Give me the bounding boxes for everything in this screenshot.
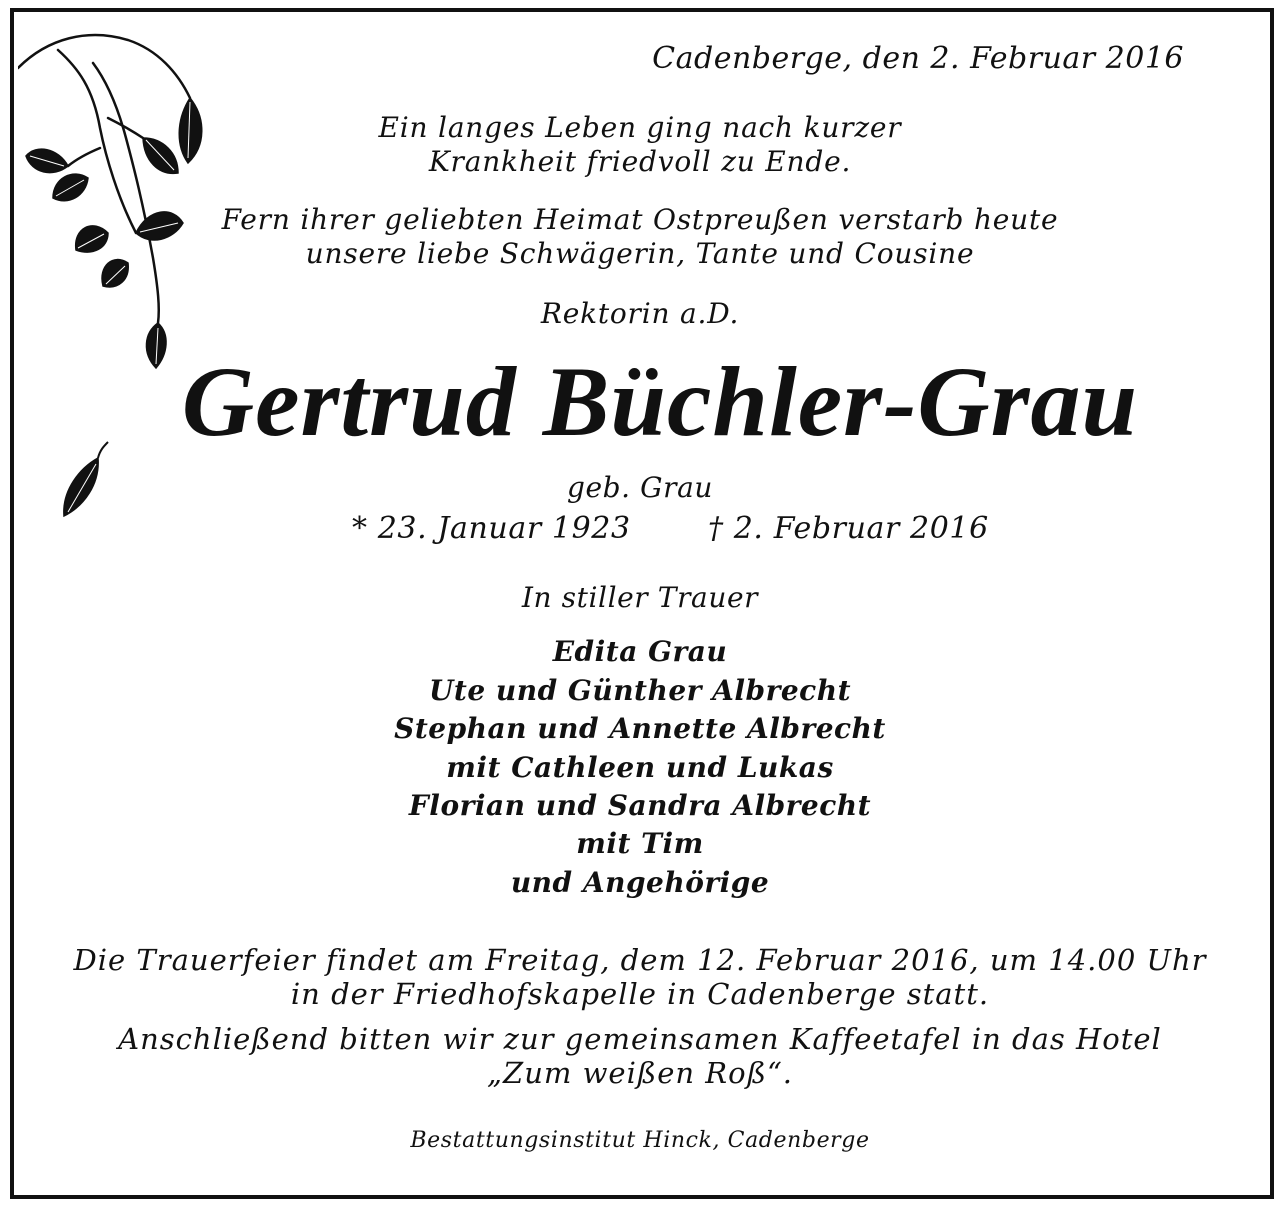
- place-date: Cadenberge, den 2. Februar 2016: [652, 41, 1184, 76]
- relation-line-2: unsere liebe Schwägerin, Tante und Cousine: [305, 237, 975, 270]
- maiden-name: geb. Grau: [566, 471, 714, 504]
- mourner-5: Florian und Sandra Albrecht: [408, 789, 872, 822]
- undertaker-note: Bestattungsinstitut Hinck, Cadenberge: [410, 1128, 870, 1153]
- death-date: † 2. Februar 2016: [708, 511, 989, 546]
- mourner-4: mit Cathleen und Lukas: [446, 751, 834, 784]
- profession-title: Rektorin a.D.: [540, 297, 740, 330]
- mourning-heading: In stiller Trauer: [521, 581, 759, 614]
- mourner-1: Edita Grau: [552, 635, 728, 668]
- relation-line-1: Fern ihrer geliebten Heimat Ostpreußen verstarb heute: [221, 203, 1059, 236]
- coffee-line-2: „Zum weißen Roß“.: [487, 1056, 793, 1090]
- deceased-name: Gertrud Büchler-Grau: [181, 346, 1139, 457]
- mourner-3: Stephan und Annette Albrecht: [394, 712, 886, 745]
- birth-date: * 23. Januar 1923: [352, 511, 631, 546]
- mourner-2: Ute und Günther Albrecht: [428, 674, 852, 707]
- coffee-line-1: Anschließend bitten wir zur gemeinsamen Kaffeetafel in das Hotel: [118, 1022, 1162, 1056]
- birch-branch-icon: [18, 28, 208, 548]
- intro-line-1: Ein langes Leben ging nach kurzer: [378, 111, 902, 144]
- intro-line-2: Krankheit friedvoll zu Ende.: [428, 145, 852, 178]
- service-line-1: Die Trauerfeier findet am Freitag, dem 12. Februar 2016, um 14.00 Uhr: [73, 943, 1207, 977]
- mourner-7: und Angehörige: [510, 866, 770, 899]
- service-line-2: in der Friedhofskapelle in Cadenberge statt.: [290, 977, 990, 1011]
- mourner-6: mit Tim: [576, 827, 704, 860]
